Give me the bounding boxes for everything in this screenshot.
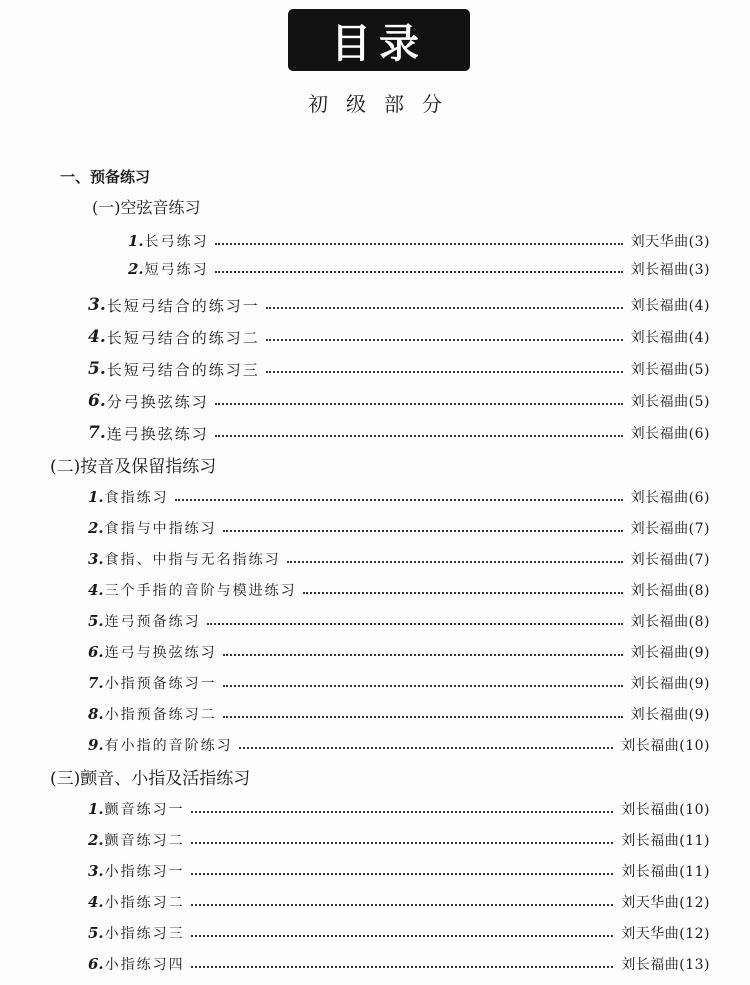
entry-number: 6. xyxy=(88,391,106,411)
entry-title: 小指练习二 xyxy=(104,895,185,911)
entry-title: 长短弓结合的练习三 xyxy=(106,360,260,379)
dot-leader xyxy=(266,339,623,341)
dot-leader xyxy=(191,904,614,906)
toc-entry[interactable] xyxy=(88,953,710,975)
toc-entry[interactable] xyxy=(88,672,710,694)
toc-entry[interactable] xyxy=(88,891,710,913)
dot-leader xyxy=(266,371,623,373)
entry-author-page: 刘长福曲(6) xyxy=(630,426,710,442)
entry-number: 9. xyxy=(88,736,104,754)
entry-title: 短弓练习 xyxy=(144,262,209,278)
entry-title: 颤音练习二 xyxy=(104,833,185,849)
toc-entry[interactable] xyxy=(88,860,710,882)
dot-leader xyxy=(175,499,623,501)
entry-number: 1. xyxy=(88,800,104,818)
entry-title: 连弓预备练习 xyxy=(104,614,201,630)
entry-author-page: 刘长福曲(7) xyxy=(630,552,710,568)
toc-entry[interactable] xyxy=(88,703,710,725)
entry-title: 长短弓结合的练习二 xyxy=(106,328,260,347)
entry-number: 4. xyxy=(88,893,104,911)
entry-title: 有小指的音阶练习 xyxy=(104,738,233,754)
entry-title: 小指练习三 xyxy=(104,926,185,942)
toc-entry[interactable] xyxy=(88,390,710,412)
toc-entry[interactable] xyxy=(128,230,710,252)
entry-author-page: 刘长福曲(10) xyxy=(621,802,710,818)
toc-entry[interactable] xyxy=(88,610,710,632)
entry-number: 8. xyxy=(88,705,104,723)
entry-title: 食指练习 xyxy=(104,490,169,506)
toc-entry[interactable] xyxy=(88,579,710,601)
toc-entry[interactable] xyxy=(88,294,710,316)
entry-number: 6. xyxy=(88,955,104,973)
entry-number: 3. xyxy=(88,295,106,315)
toc-entry[interactable] xyxy=(88,358,710,380)
entry-title: 颤音练习一 xyxy=(104,802,185,818)
entry-author-page: 刘长福曲(6) xyxy=(630,490,710,506)
toc-title: 目录 xyxy=(288,9,470,71)
entry-title: 食指与中指练习 xyxy=(104,521,217,537)
dot-leader xyxy=(287,561,623,563)
dot-leader xyxy=(239,747,614,749)
toc-entry[interactable] xyxy=(88,641,710,663)
entry-title: 长短弓结合的练习一 xyxy=(106,296,260,315)
dot-leader xyxy=(223,685,623,687)
entry-author-page: 刘长福曲(13) xyxy=(621,957,710,973)
entry-number: 2. xyxy=(88,519,104,537)
entry-author-page: 刘天华曲(3) xyxy=(630,234,710,250)
entry-author-page: 刘长福曲(5) xyxy=(630,394,710,410)
toc-entry[interactable] xyxy=(88,326,710,348)
dot-leader xyxy=(303,592,623,594)
entry-author-page: 刘长福曲(11) xyxy=(621,833,710,849)
dot-leader xyxy=(191,811,614,813)
entry-number: 6. xyxy=(88,643,104,661)
entry-author-page: 刘长福曲(10) xyxy=(621,738,710,754)
dot-leader xyxy=(191,842,614,844)
dot-leader xyxy=(191,966,614,968)
dot-leader xyxy=(215,243,623,245)
entry-number: 5. xyxy=(88,612,104,630)
dot-leader xyxy=(266,307,623,309)
entry-number: 4. xyxy=(88,581,104,599)
toc-entry[interactable] xyxy=(128,258,710,280)
entry-number: 1. xyxy=(88,488,104,506)
dot-leader xyxy=(215,271,623,273)
entry-title: 分弓换弦练习 xyxy=(106,392,209,411)
dot-leader xyxy=(215,403,623,405)
entry-number: 3. xyxy=(88,862,104,880)
entry-author-page: 刘长福曲(9) xyxy=(630,645,710,661)
entry-number: 7. xyxy=(88,423,106,443)
entry-number: 3. xyxy=(88,550,104,568)
entry-title: 小指预备练习一 xyxy=(104,676,217,692)
entry-author-page: 刘长福曲(4) xyxy=(630,298,710,314)
entry-author-page: 刘长福曲(7) xyxy=(630,521,710,537)
subsection-heading: (二)按音及保留指练习 xyxy=(50,457,217,477)
toc-entry[interactable] xyxy=(88,422,710,444)
toc-entry[interactable] xyxy=(88,798,710,820)
dot-leader xyxy=(223,530,623,532)
entry-author-page: 刘长福曲(8) xyxy=(630,614,710,630)
entry-title: 长弓练习 xyxy=(144,234,209,250)
entry-title: 小指预备练习二 xyxy=(104,707,217,723)
dot-leader xyxy=(191,935,614,937)
entry-author-page: 刘长福曲(4) xyxy=(630,330,710,346)
dot-leader xyxy=(207,623,623,625)
entry-number: 7. xyxy=(88,674,104,692)
entry-number: 4. xyxy=(88,327,106,347)
toc-entry[interactable] xyxy=(88,922,710,944)
subsection-heading: (一)空弦音练习 xyxy=(92,198,201,217)
toc-entry[interactable] xyxy=(88,734,710,756)
entry-author-page: 刘天华曲(12) xyxy=(621,895,710,911)
entry-number: 5. xyxy=(88,359,106,379)
entry-title: 小指练习一 xyxy=(104,864,185,880)
entry-number: 5. xyxy=(88,924,104,942)
entry-author-page: 刘长福曲(9) xyxy=(630,676,710,692)
dot-leader xyxy=(191,873,614,875)
dot-leader xyxy=(223,654,623,656)
entry-author-page: 刘长福曲(5) xyxy=(630,362,710,378)
entry-author-page: 刘长福曲(8) xyxy=(630,583,710,599)
entry-title: 连弓与换弦练习 xyxy=(104,645,217,661)
toc-entry[interactable] xyxy=(88,548,710,570)
subsection-heading: (三)颤音、小指及活指练习 xyxy=(50,769,251,789)
toc-entry[interactable] xyxy=(88,517,710,539)
entry-author-page: 刘长福曲(9) xyxy=(630,707,710,723)
toc-subtitle: 初级部分 xyxy=(308,92,460,116)
entry-author-page: 刘长福曲(3) xyxy=(630,262,710,278)
entry-number: 1. xyxy=(128,232,144,250)
entry-author-page: 刘天华曲(12) xyxy=(621,926,710,942)
section-heading: 一、预备练习 xyxy=(60,168,151,186)
entry-title: 连弓换弦练习 xyxy=(106,424,209,443)
toc-entry[interactable] xyxy=(88,486,710,508)
dot-leader xyxy=(223,716,623,718)
entry-author-page: 刘长福曲(11) xyxy=(621,864,710,880)
toc-entry[interactable] xyxy=(88,829,710,851)
entry-title: 食指、中指与无名指练习 xyxy=(104,552,281,568)
entry-number: 2. xyxy=(88,831,104,849)
dot-leader xyxy=(215,435,623,437)
entry-number: 2. xyxy=(128,260,144,278)
entry-title: 小指练习四 xyxy=(104,957,185,973)
entry-title: 三个手指的音阶与模进练习 xyxy=(104,583,297,599)
